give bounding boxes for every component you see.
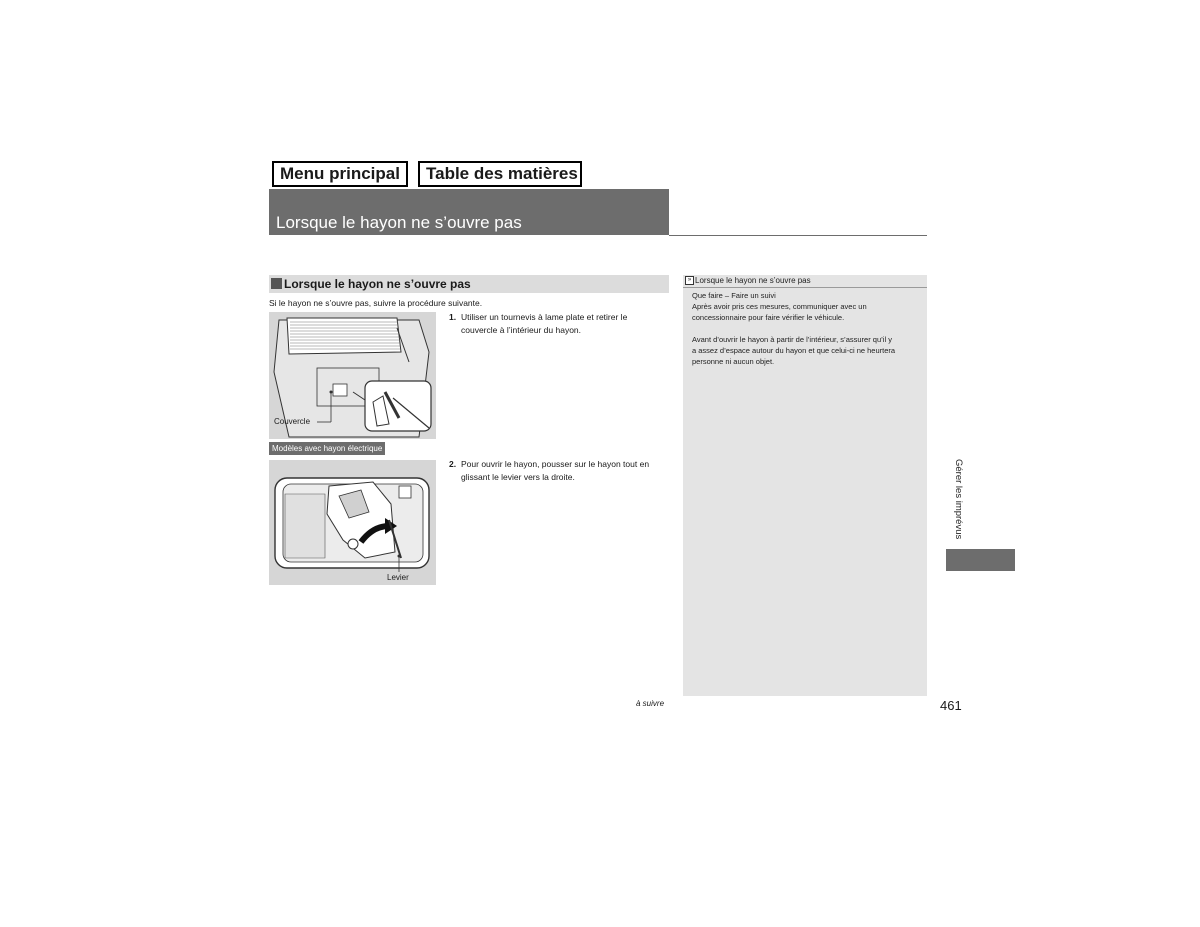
square-bullet-icon xyxy=(271,278,282,289)
menu-principal-button[interactable]: Menu principal xyxy=(272,161,408,187)
title-divider xyxy=(669,235,927,236)
side-note-heading-text: Lorsque le hayon ne s’ouvre pas xyxy=(695,276,811,285)
page-title: Lorsque le hayon ne s’ouvre pas xyxy=(276,213,522,232)
side-note-line: concessionnaire pour faire vérifier le véhicule. xyxy=(692,313,845,322)
couvercle-label: Couvercle xyxy=(274,417,311,426)
page-title-bar xyxy=(269,189,669,235)
step-1-text xyxy=(461,311,627,337)
lever-drawing xyxy=(269,460,436,585)
tailgate-cover-illustration xyxy=(269,312,436,439)
chapter-tab-label: Gérer les imprévus xyxy=(953,459,964,540)
page-number: 461 xyxy=(940,698,962,713)
continued-note: à suivre xyxy=(636,699,665,708)
step-1-line-2: couvercle à l’intérieur du hayon. xyxy=(461,325,582,335)
step-2-number: 2. xyxy=(449,459,457,469)
model-tag: Modèles avec hayon électrique xyxy=(269,442,385,455)
table-des-matieres-button[interactable]: Table des matières xyxy=(418,161,582,187)
step-1-number: 1. xyxy=(449,312,457,322)
section-heading-text: Lorsque le hayon ne s’ouvre pas xyxy=(284,277,471,291)
step-1-line-1: Utiliser un tournevis à lame plate et retirer le xyxy=(461,312,628,322)
side-note-line: Avant d’ouvrir le hayon à partir de l’intérieur, s’assurer qu’il y xyxy=(692,335,892,344)
chapter-tab-marker xyxy=(946,549,1015,571)
side-note-line: personne ni aucun objet. xyxy=(692,357,775,366)
side-note-spacer xyxy=(692,323,895,334)
lever-illustration xyxy=(269,460,436,585)
section-heading xyxy=(269,275,669,293)
step-1 xyxy=(449,311,671,341)
step-2-line-1: Pour ouvrir le hayon, pousser sur le hayon tout en xyxy=(461,459,650,469)
levier-label: Levier xyxy=(387,573,409,582)
note-icon: » xyxy=(685,276,694,285)
step-2 xyxy=(449,458,671,488)
side-note-line: Après avoir pris ces mesures, communiquer avec un xyxy=(692,302,867,311)
side-note-line: a assez d’espace autour du hayon et que celui-ci ne heurtera xyxy=(692,346,896,355)
side-note-heading xyxy=(683,275,927,288)
intro-text: Si le hayon ne s’ouvre pas, suivre la procédure suivante. xyxy=(269,298,483,308)
step-2-line-2: glissant le levier vers la droite. xyxy=(461,472,575,482)
step-2-text xyxy=(461,458,649,484)
side-note-body xyxy=(692,290,895,367)
side-note-line: Que faire – Faire un suivi xyxy=(692,291,776,300)
